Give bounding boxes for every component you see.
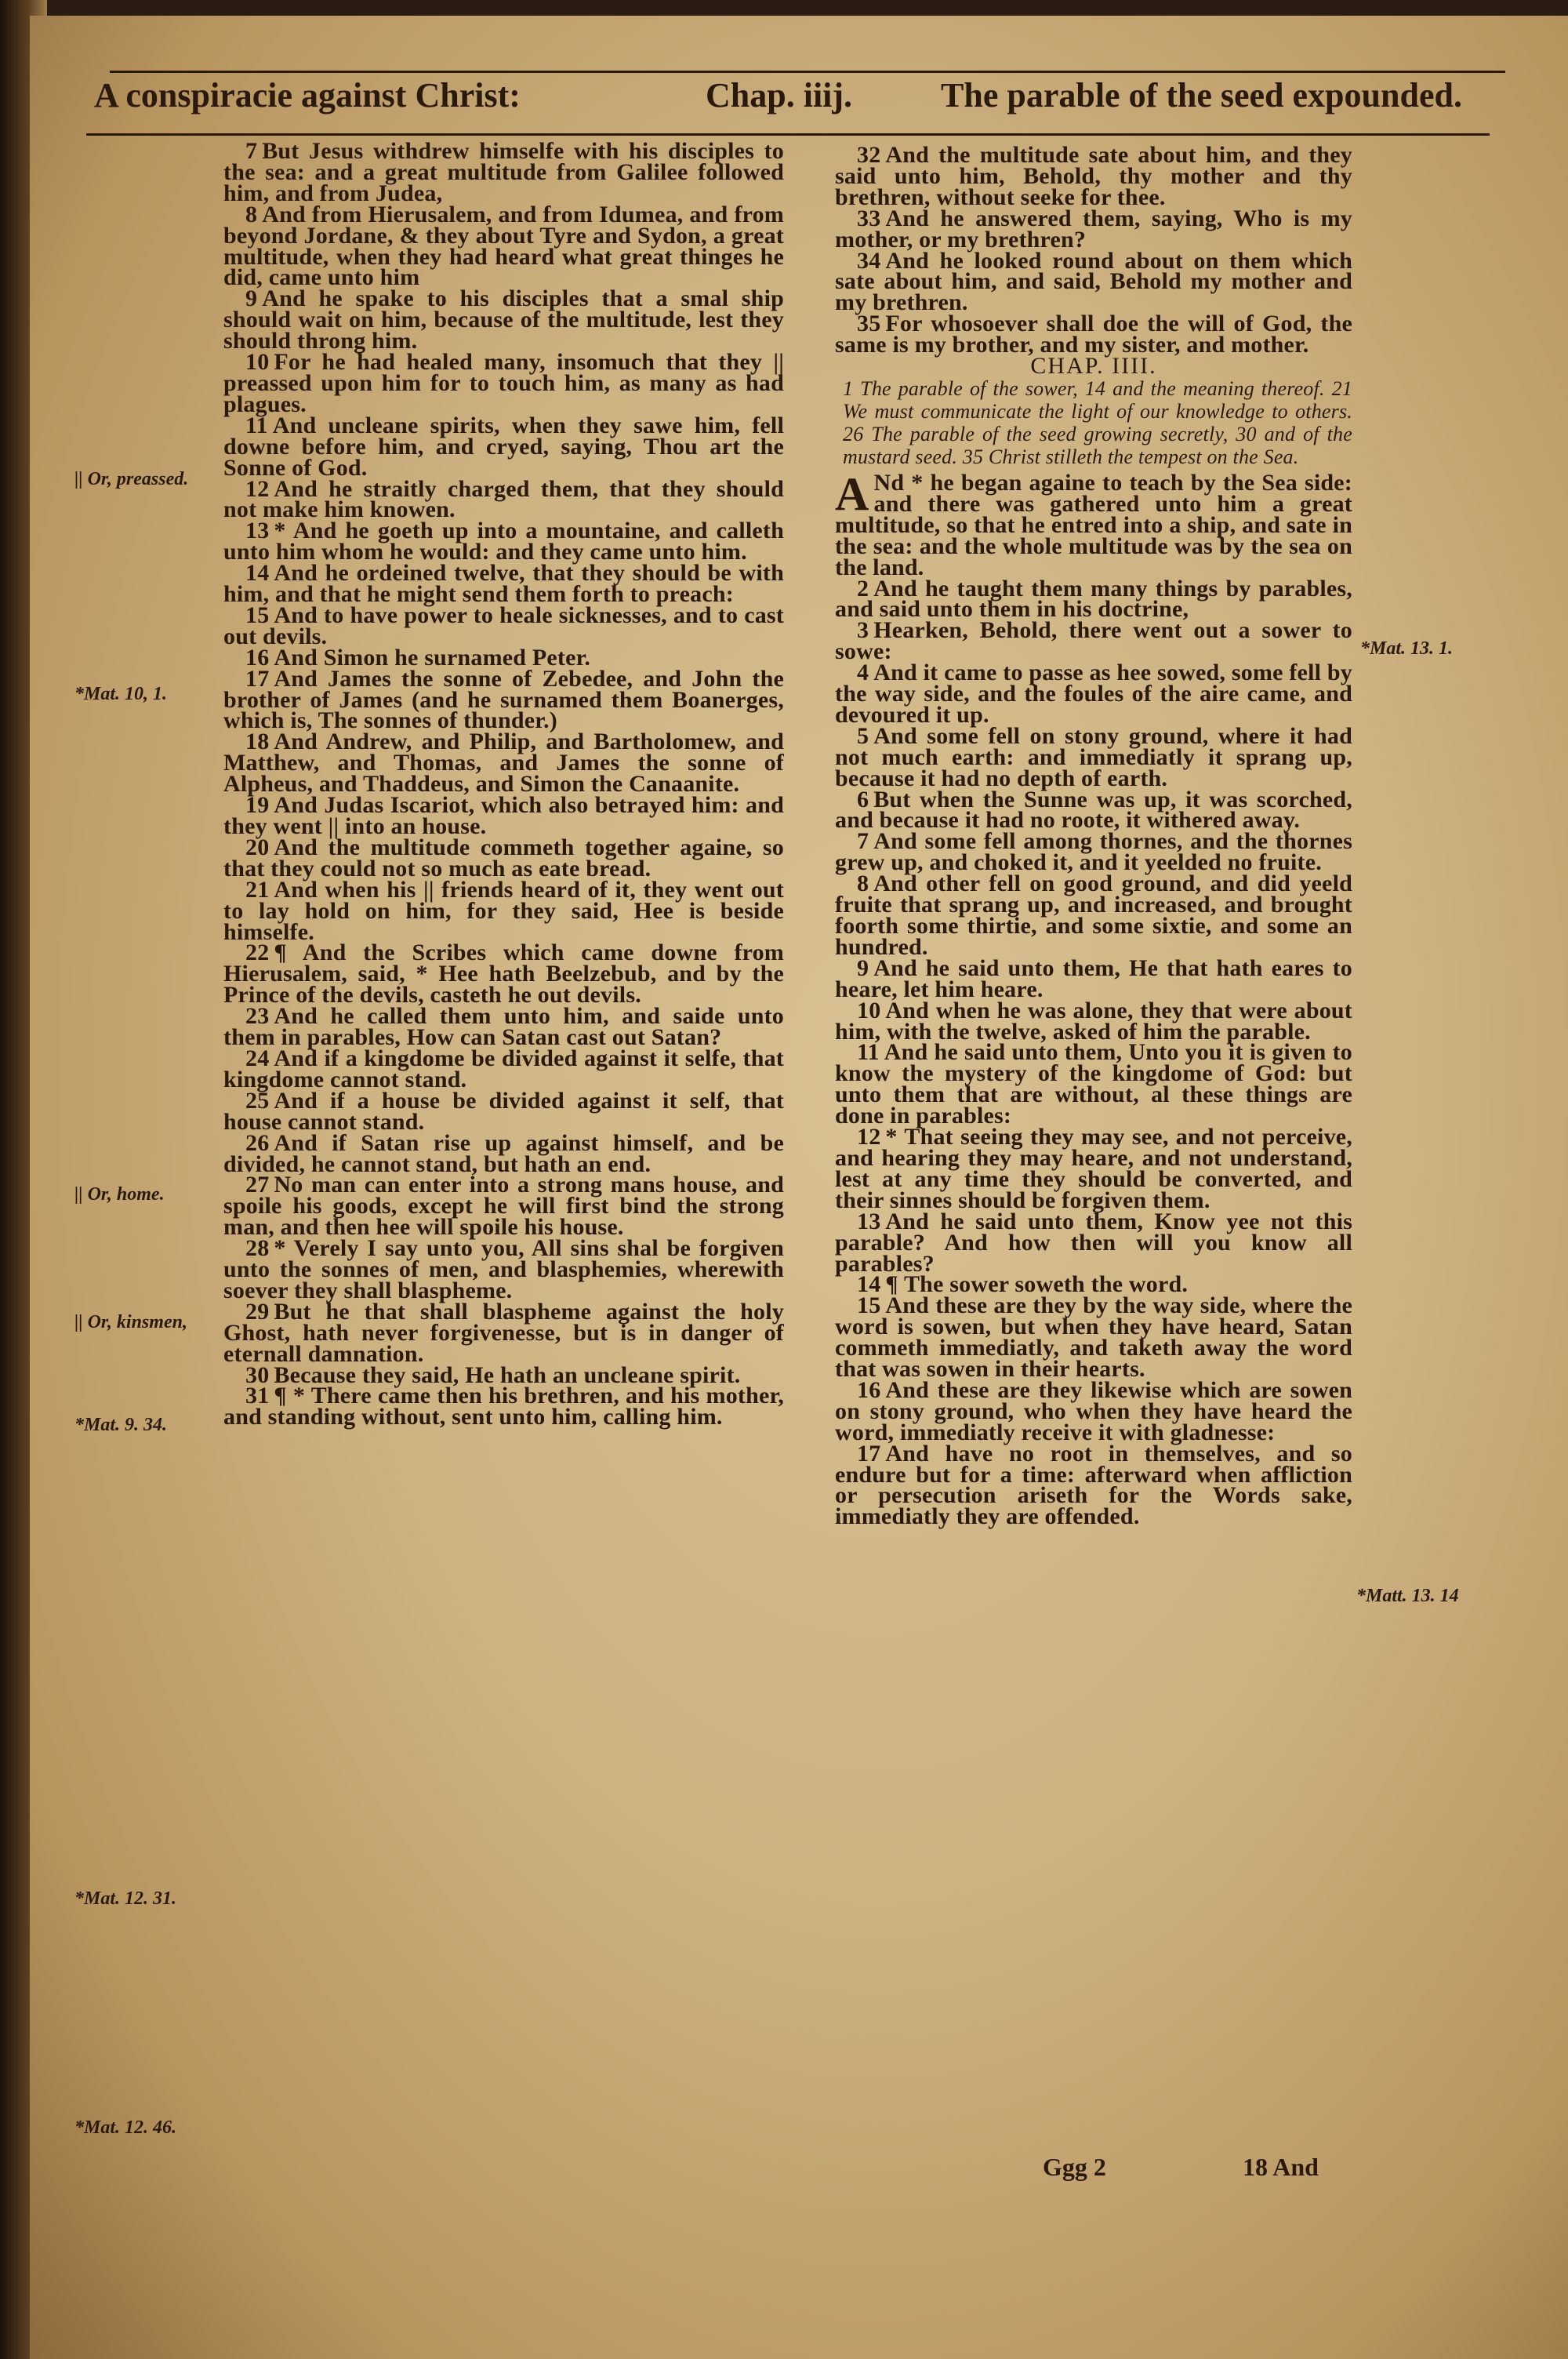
header-center: Chap. iiij. <box>706 76 853 114</box>
verse <box>223 602 784 649</box>
verse-text: Hearken, Behold, there went out a sower to sowe: <box>835 617 1352 665</box>
margin-note: || Or, preassed. <box>74 469 189 489</box>
verse-number: 7 <box>857 828 869 855</box>
verse-text: No man can enter into a strong mans house, and spoile his goods, except he will first bind the strong man, and then hee will spoile his house. <box>223 1172 784 1241</box>
verse-text: And Simon he surnamed Peter. <box>274 644 591 671</box>
right-column <box>835 142 1352 1530</box>
verse-number: 3 <box>857 617 869 644</box>
verse-number: 2 <box>857 575 869 602</box>
verse-number: 17 <box>857 1440 881 1467</box>
verse <box>223 518 784 565</box>
verse-text: ¶ And the Scribes which came downe from Hierusalem, said, * Hee hath Beelzebub, and by the Prince of the devils, casteth he out devils. <box>223 940 784 1009</box>
verse-number: 4 <box>857 660 869 686</box>
margin-note: *Mat. 9. 34. <box>74 1415 168 1435</box>
signature-mark: Ggg 2 <box>1043 2153 1106 2181</box>
verse <box>223 412 784 481</box>
verse <box>223 665 784 734</box>
verse-text: For he had healed many, insomuch that they || preassed upon him for to touch him, as many as had plagues. <box>223 349 784 417</box>
verse-number: 29 <box>245 1298 270 1325</box>
verse <box>835 997 1352 1045</box>
verse-text: And from Hierusalem, and from Idumea, and from beyond Jordane, & they about Tyre and Sydon, a great multitude, when they had heard what great thinges he did, came unto him <box>223 201 784 291</box>
verse <box>223 201 784 291</box>
verse-text: And other fell on good ground, and did yeeld fruite that sprang up, and increased, and brought foorth some thirtie, and some sixtie, and some an hundred. <box>835 871 1352 960</box>
verse-1: A Nd * he began againe to teach by the Sea side: and there was gathered unto him a great multitude, so that he entred into a ship, and sate in the sea: and the whole multitude was by the sea on the land. <box>835 467 1352 580</box>
verse <box>223 940 784 1009</box>
verse-text: And it came to passe as hee sowed, some fell by the way side, and the foules of the aire came, and devoured it up. <box>835 660 1352 728</box>
margin-note: || Or, home. <box>74 1184 165 1205</box>
verse <box>223 834 784 881</box>
verse <box>835 871 1352 960</box>
verse-number: 18 <box>245 729 270 755</box>
verse-number: 11 <box>857 1039 880 1066</box>
verse-number: 6 <box>857 786 869 812</box>
verse-number: 27 <box>245 1172 270 1198</box>
verse-number: 8 <box>245 201 258 227</box>
margin-note: *Matt. 13. 14 <box>1356 1586 1459 1606</box>
verse-text: And he spake to his disciples that a smal ship should wait on him, because of the multitude, lest they should throng him. <box>223 285 784 354</box>
verse-number: 9 <box>857 954 869 981</box>
verse <box>223 475 784 523</box>
verse-number: 12 <box>245 475 270 502</box>
verse <box>223 1087 784 1135</box>
verse-number: 32 <box>857 142 881 168</box>
verse <box>223 1045 784 1092</box>
verse-text: And he looked round about on them which sate about him, and said, Behold my mother and my brethren. <box>835 247 1352 316</box>
verse-text: * That seeing they may see, and not perceive, and hearing they may heare, and not understand, lest at any time they should be converted, and their sinnes should be forgiven them. <box>835 1124 1352 1213</box>
verse-text: And if a kingdome be divided against it selfe, that kingdome cannot stand. <box>223 1045 784 1092</box>
verse-text: And he taught them many things by parables, and said unto them in his doctrine, <box>835 575 1352 623</box>
verse <box>835 828 1352 876</box>
verse <box>835 205 1352 253</box>
verse-text: And he straitly charged them, that they should not make him knowen. <box>223 475 784 523</box>
verse <box>835 786 1352 834</box>
chapter-summary: 1 The parable of the sower, 14 and the meaning thereof. 21 We must communicate the light of our knowledge to others. 26 The parable of the seed growing secretly, 30 and of the mustard seed. 35 Christ stilleth the tempest on the Sea. <box>843 376 1352 468</box>
verse-number: 14 <box>245 560 270 587</box>
verse-number: 7 <box>245 138 258 164</box>
verse <box>835 1440 1352 1530</box>
verse-number: 31 <box>245 1383 270 1409</box>
verse-number: 11 <box>245 412 268 438</box>
verse-number: 17 <box>245 665 270 692</box>
verse-number: 14 <box>857 1271 881 1298</box>
verse-number: 13 <box>245 518 270 544</box>
verse <box>223 1383 784 1430</box>
verse <box>835 575 1352 623</box>
verse <box>835 142 1352 210</box>
verse <box>835 617 1352 665</box>
verse-text: And he answered them, saying, Who is my mother, or my brethren? <box>835 205 1352 253</box>
verse-number: 8 <box>857 871 869 897</box>
verse-text: And to have power to heale sicknesses, and to cast out devils. <box>223 602 784 649</box>
header-left: A conspiracie against Christ: <box>94 76 521 114</box>
verse <box>223 792 784 839</box>
margin-note: *Mat. 12. 46. <box>74 2117 177 2138</box>
left-column <box>223 138 784 1430</box>
verse-number: 30 <box>245 1361 270 1388</box>
verse-number: 16 <box>857 1376 881 1403</box>
verse <box>835 660 1352 728</box>
verse-number: 19 <box>245 792 270 819</box>
verse-text: And these are they likewise which are sowen on stony ground, who when they have heard the word, immediatly receive it with gladnesse: <box>835 1376 1352 1445</box>
verse-text: And if a house be divided against it self, that house cannot stand. <box>223 1087 784 1135</box>
verse <box>835 1292 1352 1383</box>
verse-number: 35 <box>857 311 881 337</box>
verse-text: And if Satan rise up against himself, and be divided, he cannot stand, but hath an end. <box>223 1129 784 1177</box>
verse-text: And the multitude commeth together againe, so that they could not so much as eate bread. <box>223 834 784 881</box>
margin-note: || Or, kinsmen, <box>74 1312 187 1332</box>
margin-note: *Mat. 13. 1. <box>1360 638 1454 659</box>
verse <box>835 954 1352 1002</box>
verse-text: And he said unto them, He that hath eares to heare, let him heare. <box>835 954 1352 1002</box>
verse <box>223 1235 784 1303</box>
verse-number: 10 <box>245 349 270 376</box>
drop-cap: A <box>835 467 869 520</box>
verse <box>223 1003 784 1051</box>
verse <box>835 722 1352 791</box>
verse-number: 25 <box>245 1087 270 1114</box>
margin-note: *Mat. 10, 1. <box>74 684 168 704</box>
verse-text: For whosoever shall doe the will of God, the same is my brother, and my sister, and mother. <box>835 311 1352 358</box>
verse-number: 20 <box>245 834 270 860</box>
verse-text: And these are they by the way side, where the word is sowen, but when they have heard, Satan commeth immediatly, and taketh away the word that was sowen in their hearts. <box>835 1292 1352 1383</box>
verse-text: And he ordeined twelve, that they should be with him, and that he might send them forth to preach: <box>223 560 784 608</box>
verse-number: 21 <box>245 876 270 903</box>
verse-text: And uncleane spirits, when they sawe him, fell downe before him, and cryed, saying, Thou art the Sonne of God. <box>223 412 784 481</box>
verse <box>835 1124 1352 1213</box>
verse-text: But when the Sunne was up, it was scorched, and because it had no roote, it withered away. <box>835 786 1352 834</box>
verse-text: But he that shall blaspheme against the holy Ghost, hath never forgivenesse, but is in danger of eternall damnation. <box>223 1298 784 1367</box>
verse-text: And have no root in themselves, and so endure but for a time: afterward when affliction or persecution ariseth for the Words sake, immediatly they are offended. <box>835 1440 1352 1530</box>
verse <box>835 247 1352 316</box>
verse <box>223 560 784 608</box>
verse-number: 22 <box>245 940 270 966</box>
verse <box>835 1376 1352 1445</box>
verse-text: And the multitude sate about him, and they said unto him, Behold, thy mother and thy brethren, without seeke for thee. <box>835 142 1352 210</box>
verse-number: 12 <box>857 1124 881 1150</box>
verse <box>223 349 784 417</box>
verse-number: 10 <box>857 997 881 1023</box>
verse <box>223 1129 784 1177</box>
verse-number: 13 <box>857 1208 881 1234</box>
verse-text: * Verely I say unto you, All sins shal be forgiven unto the sonnes of men, and blasphemies, wherewith soever they shall blaspheme. <box>223 1235 784 1303</box>
verse-text: And when he was alone, they that were about him, with the twelve, asked of him the parable. <box>835 997 1352 1045</box>
verse <box>223 729 784 798</box>
verse-text: And when his || friends heard of it, they went out to lay hold on him, for they said, Hee is beside himselfe. <box>223 876 784 945</box>
verse-number: 28 <box>245 1235 270 1262</box>
margin-note: *Mat. 12. 31. <box>74 1888 177 1909</box>
verse <box>223 138 784 206</box>
verse-text: And he called them unto him, and saide unto them in parables, How can Satan cast out Satan? <box>223 1003 784 1051</box>
verse-text: * And he goeth up into a mountaine, and calleth unto him whom he would: and they came unto him. <box>223 518 784 565</box>
verse-text: And Andrew, and Philip, and Bartholomew, and Matthew, and Thomas, and James the sonne of Alpheus, and Thaddeus, and Simon the Canaanite. <box>223 729 784 798</box>
verse-number: 23 <box>245 1003 270 1030</box>
header-rule-top <box>110 71 1505 73</box>
verse-number: 26 <box>245 1129 270 1156</box>
verse-text: Because they said, He hath an uncleane spirit. <box>274 1361 741 1388</box>
verse-number: 9 <box>245 285 258 312</box>
verse <box>223 1172 784 1241</box>
header-rule-bottom <box>86 133 1490 136</box>
verse-text: And some fell on stony ground, where it had not much earth: and immediatly it sprang up, because it had no depth of earth. <box>835 722 1352 791</box>
verse-number: 15 <box>857 1292 881 1319</box>
verse-number: 34 <box>857 247 881 274</box>
catchword: 18 And <box>1243 2153 1319 2181</box>
verse <box>835 1208 1352 1277</box>
chapter-heading: CHAP. IIII. <box>1030 353 1157 380</box>
verse <box>835 311 1352 358</box>
verse-text: And Judas Iscariot, which also betrayed him: and they went || into an house. <box>223 792 784 839</box>
verse <box>223 1298 784 1367</box>
verse-text: But Jesus withdrew himselfe with his disciples to the sea: and a great multitude from Galilee followed him, and from Judea, <box>223 138 784 206</box>
verse-text: And he said unto them, Unto you it is given to know the mystery of the kingdome of God: but unto them that are without, al these things are done in parables: <box>835 1039 1352 1129</box>
verse-text: And he said unto them, Know yee not this parable? And how then will you know all parables? <box>835 1208 1352 1277</box>
header-right: The parable of the seed expounded. <box>941 76 1462 114</box>
verse-number: 24 <box>245 1045 270 1071</box>
verse <box>223 876 784 945</box>
verse <box>835 1039 1352 1129</box>
verse-number: 15 <box>245 602 270 628</box>
verse-text: And some fell among thornes, and the thornes grew up, and choked it, and it yeelded no fruite. <box>835 828 1352 876</box>
verse-text: ¶ * There came then his brethren, and his mother, and standing without, sent unto him, calling him. <box>223 1383 784 1430</box>
verse-number: 33 <box>857 205 881 231</box>
verse-text: And James the sonne of Zebedee, and John the brother of James (and he surnamed them Boanerges, which is, The sonnes of thunder.) <box>223 665 784 734</box>
verse-number: 5 <box>857 722 869 749</box>
verse-text: ¶ The sower soweth the word. <box>885 1271 1189 1298</box>
verse <box>223 285 784 354</box>
verse-number: 16 <box>245 644 270 671</box>
